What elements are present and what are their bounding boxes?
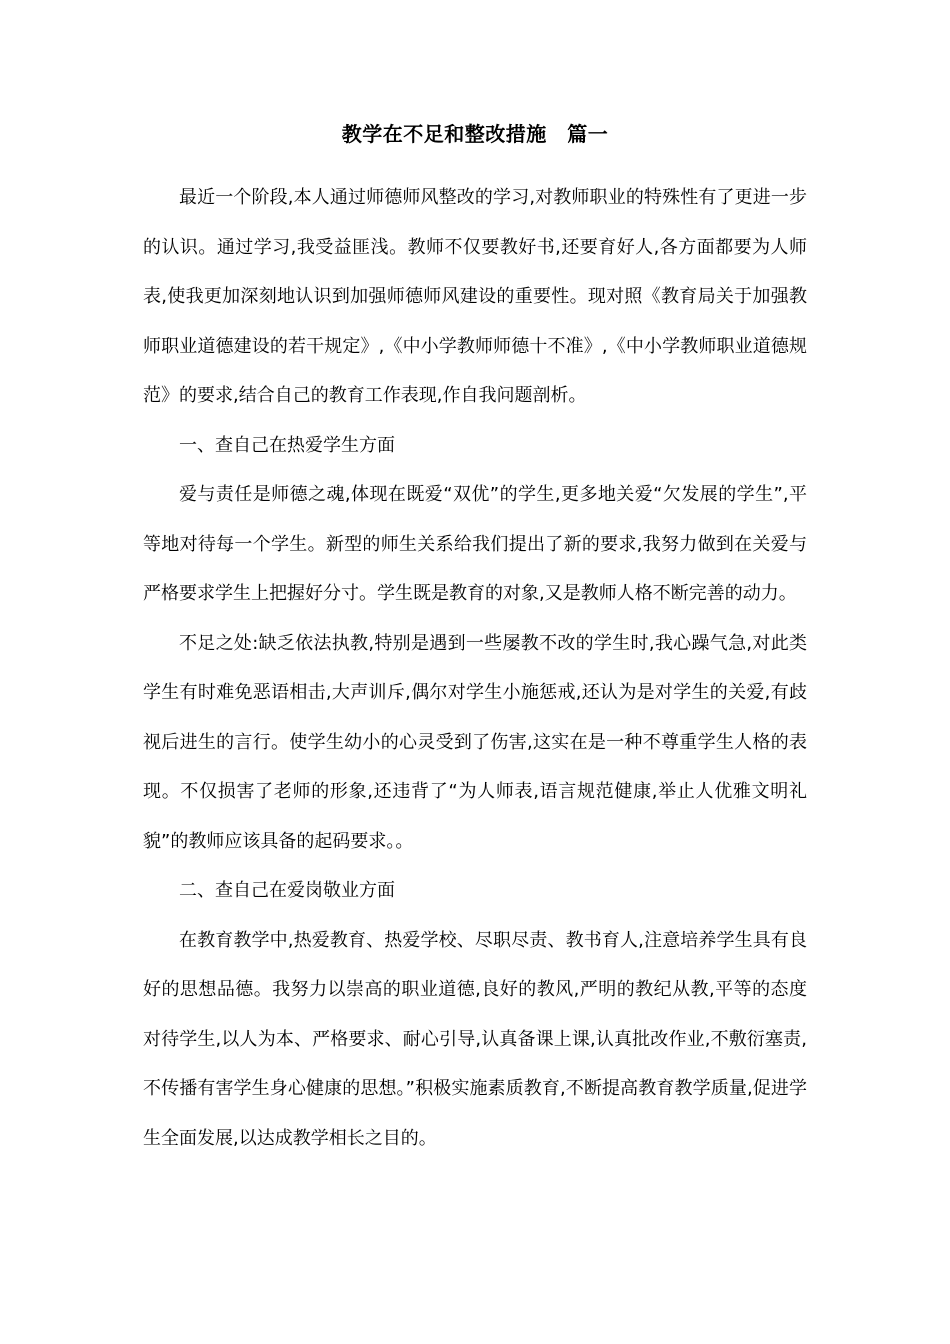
section-heading-2: 二、查自己在爱岗敬业方面 bbox=[179, 880, 395, 901]
document-body bbox=[143, 173, 807, 1163]
paragraph-dedication: 在教育教学中,热爱教育、热爱学校、尽职尽责、教书育人,注意培养学生具有良好的思想品德。我努力以崇高的职业道德,良好的教风,严明的教纪从教,平等的态度对待学生,以人为本、严格要求、耐心引导,认真备课上课,认真批改作业,不敷衍塞责,不传播有害学生身心健康的思想。”积极实施素质教育,不断提高教育教学质量,促进学生全面发展,以达成教学相长之目的。 bbox=[143, 929, 807, 1149]
paragraph-love-students: 爱与责任是师德之魂,体现在既爱“双优”的学生,更多地关爱“欠发展的学生”,平等地对待每一个学生。新型的师生关系给我们提出了新的要求,我努力做到在关爱与严格要求学生上把握好分寸。学生既是教育的对象,又是教师人格不断完善的动力。 bbox=[143, 484, 807, 604]
paragraph-shortcomings: 不足之处:缺乏依法执教,特别是遇到一些屡教不改的学生时,我心躁气急,对此类学生有时难免恶语相击,大声训斥,偶尔对学生小施惩戒,还认为是对学生的关爱,有歧视后进生的言行。使学生幼小的心灵受到了伤害,这实在是一种不尊重学生人格的表现。不仅损害了老师的形象,还违背了“为人师表,语言规范健康,举止人优雅文明礼貌”的教师应该具备的起码要求。。 bbox=[143, 632, 807, 852]
paragraph-intro: 最近一个阶段,本人通过师德师风整改的学习,对教师职业的特殊性有了更进一步的认识。通过学习,我受益匪浅。教师不仅要教好书,还要育好人,各方面都要为人师表,使我更加深刻地认识到加强师德师风建设的重要性。现对照《教育局关于加强教师职业道德建设的若干规定》,《中小学教师师德十不准》,《中小学教师职业道德规范》的要求,结合自己的教育工作表现,作自我问题剖析。 bbox=[143, 187, 807, 406]
document-title: 教学在不足和整改措施 篇一 bbox=[341, 122, 609, 146]
section-heading-1: 一、查自己在热爱学生方面 bbox=[179, 434, 395, 456]
